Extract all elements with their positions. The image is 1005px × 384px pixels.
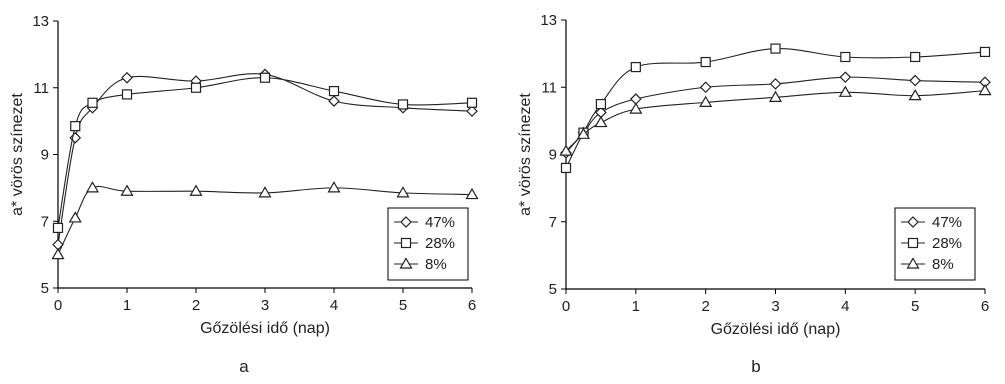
y-tick-label: 7 [40, 213, 49, 231]
y-axis-title: a* vörös színezet [9, 93, 26, 216]
data-point-square [192, 83, 201, 92]
data-point-triangle [910, 90, 921, 100]
x-tick-label: 2 [701, 298, 710, 315]
legend-label: 47% [425, 214, 456, 231]
x-tick-label: 6 [467, 297, 477, 314]
x-axis-title: Gőzölési idő (nap) [200, 320, 330, 337]
data-point-triangle [53, 249, 64, 259]
data-point-diamond [329, 96, 339, 106]
y-tick-label: 5 [548, 281, 557, 298]
panel-label: b [751, 357, 761, 376]
x-tick-label: 6 [980, 298, 990, 315]
x-tick-label: 1 [631, 298, 641, 315]
data-point-square [596, 100, 605, 109]
data-point-square [841, 52, 850, 61]
y-tick-label: 13 [32, 13, 49, 30]
data-point-triangle [467, 189, 478, 199]
x-tick-label: 3 [260, 297, 270, 314]
data-point-square [911, 52, 920, 61]
legend-label: 8% [425, 256, 447, 273]
data-point-square [981, 47, 990, 56]
legend-label: 28% [425, 235, 456, 252]
data-point-square [562, 163, 571, 172]
data-point-triangle [70, 212, 81, 222]
x-tick-label: 0 [561, 298, 571, 315]
data-point-diamond [701, 82, 711, 92]
x-tick-label: 3 [771, 298, 780, 315]
x-tick-label: 5 [398, 297, 408, 314]
x-tick-label: 4 [841, 298, 850, 315]
chart-panel-a [9, 13, 478, 376]
legend-marker-square [909, 239, 918, 248]
series-line-28% [566, 49, 985, 168]
panel-label: a [239, 357, 249, 376]
data-point-square [468, 98, 477, 107]
data-point-triangle [260, 187, 271, 197]
x-tick-label: 5 [910, 298, 920, 315]
data-point-triangle [191, 186, 202, 196]
data-point-square [701, 58, 710, 67]
data-point-square [54, 223, 63, 232]
x-axis-title: Gőzölési idő (nap) [710, 321, 841, 338]
y-tick-label: 11 [541, 79, 557, 97]
legend-label: 28% [932, 235, 963, 252]
legend-label: 8% [932, 256, 954, 273]
legend-marker-square [402, 239, 411, 248]
y-tick-label: 13 [540, 12, 557, 29]
x-tick-label: 2 [191, 297, 201, 314]
y-tick-label: 9 [40, 146, 49, 164]
y-tick-label: 5 [40, 280, 49, 297]
data-point-diamond [771, 79, 781, 89]
x-tick-label: 4 [329, 297, 339, 314]
data-point-square [261, 73, 270, 82]
data-point-diamond [910, 76, 920, 86]
x-tick-label: 1 [122, 297, 132, 314]
data-point-triangle [329, 182, 340, 192]
x-tick-label: 0 [53, 297, 63, 314]
data-point-square [399, 100, 408, 109]
data-point-square [88, 98, 97, 107]
legend-label: 47% [932, 214, 963, 231]
data-point-triangle [840, 87, 851, 97]
data-point-square [771, 44, 780, 53]
y-tick-label: 9 [548, 146, 557, 164]
y-tick-label: 11 [33, 79, 49, 97]
y-tick-label: 7 [548, 213, 557, 231]
data-point-diamond [122, 73, 132, 83]
chart-panel-b [517, 12, 991, 376]
data-point-triangle [595, 117, 606, 127]
data-point-square [71, 122, 80, 131]
series-line-28% [58, 78, 472, 228]
data-point-square [631, 63, 640, 72]
data-point-diamond [840, 72, 850, 82]
data-point-square [123, 90, 132, 99]
data-point-triangle [980, 85, 991, 95]
y-axis-title: a* vörös színezet [517, 93, 534, 216]
data-point-square [330, 87, 339, 96]
